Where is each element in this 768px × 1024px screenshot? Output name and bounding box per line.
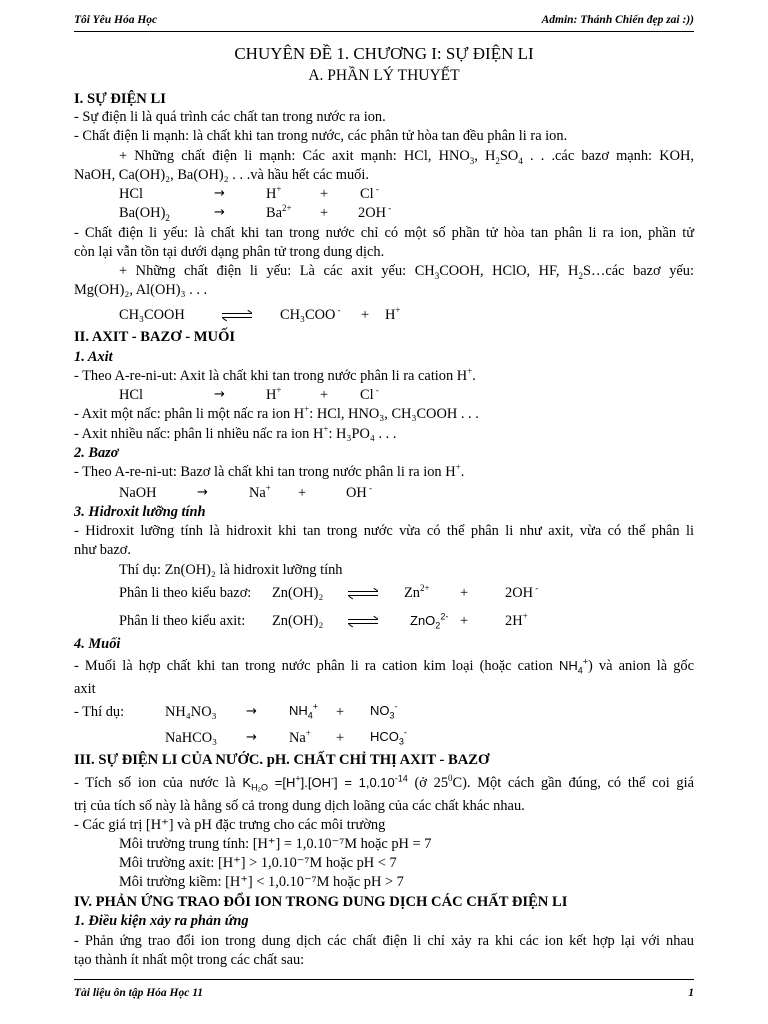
equilibrium-arrow-icon [222, 311, 256, 321]
paragraph: - Phản ứng trao đổi ion trong dung dịch các chất điện li chỉ xảy ra khi các ion kết hợp lại với nhau [74, 933, 694, 949]
subheading: 1. Điều kiện xảy ra phản ứng [74, 913, 249, 929]
equilibrium-arrow-icon [348, 589, 382, 599]
section-4-heading: IV. PHẢN ỨNG TRAO ĐỔI ION TRONG DUNG DỊCH CÁC CHẤT ĐIỆN LI [74, 894, 568, 910]
subheading: 4. Muối [74, 636, 121, 652]
paragraph: - Tích số ion của nước là $K_{H_2O} =[H^+].[OH^-] = 1,0.10^{-14}$ (ở $25^0C$). Một cách gần đúng, có thể coi giá [74, 773, 694, 793]
paragraph: - Các giá trị [H⁺] và pH đặc trưng cho các môi trường [74, 817, 386, 833]
page-footer [74, 985, 694, 1005]
document-subtitle: A. PHẦN LÝ THUYẾT [308, 67, 460, 84]
equilibrium-arrow-icon [348, 617, 382, 627]
paragraph: Môi trường axit: [H⁺] > 1,0.10⁻⁷M hoặc pH < 7 [119, 855, 397, 871]
header-left: Tôi Yêu Hóa Học [74, 14, 158, 26]
paragraph: - Theo A-re-ni-ut: Bazơ là chất khi tan trong nước phân li ra ion H+. [74, 462, 465, 480]
header-rule [74, 31, 694, 32]
paragraph: trị của tích số này là hằng số cả trong dung dịch loãng của các chất khác nhau. [74, 798, 525, 814]
paragraph: Thí dụ: Zn(OH)₂ là hidroxit lưỡng tính [119, 562, 343, 578]
paragraph: - Chất điện li mạnh: là chất khi tan trong nước, các phân tử hòa tan đều phân li ra ion. [74, 128, 568, 144]
paragraph: còn lại vẫn tồn tại dưới dạng phân tử trong dung dịch. [74, 244, 385, 260]
paragraph: - Hidroxit lưỡng tính là hidroxit khi tan trong nước vừa có thể phân li như axit, vừa có thể phân li [74, 523, 694, 539]
paragraph: axit [74, 681, 96, 697]
page-number: 1 [688, 987, 694, 999]
subheading: 2. Bazơ [74, 445, 119, 461]
paragraph: - Axit nhiều nấc: phân li nhiều nấc ra ion H+: H₃PO₄ . . . [74, 424, 397, 442]
header-right: Admin: Thánh Chiến đẹp zai :)) [541, 14, 694, 26]
paragraph: như bazơ. [74, 542, 131, 558]
footer-left: Tài liệu ôn tập Hóa Học 11 [74, 987, 204, 999]
paragraph: - Chất điện li yếu: là chất khi tan trong nước chỉ có một số phần tử hòa tan phân li ra ion, phần tử [74, 225, 694, 241]
footer-rule [74, 979, 694, 980]
paragraph: - Muối là hợp chất khi tan trong nước phân li ra cation kim loại (hoặc cation $NH_4^+$) và anion là gốc [74, 656, 694, 676]
paragraph: Môi trường kiềm: [H⁺] < 1,0.10⁻⁷M hoặc pH > 7 [119, 874, 404, 890]
paragraph: + Những chất điện li mạnh: Các axit mạnh: HCl, $HNO_3$, $H_2SO_4$ . . .các bazơ mạnh: KOH, [119, 148, 694, 166]
paragraph: - Theo A-re-ni-ut: Axit là chất khi tan trong nước phân li ra cation H+. [74, 366, 476, 384]
section-1-heading: I. SỰ ĐIỆN LI [74, 91, 166, 107]
paragraph: NaOH, Ca(OH)₂, Ba(OH)₂ . . .và hầu hết các muối. [74, 167, 369, 183]
paragraph: - Sự điện li là quá trình các chất tan trong nước ra ion. [74, 109, 386, 125]
paragraph: tạo thành ít nhất một trong các chất sau: [74, 952, 305, 968]
paragraph: Môi trường trung tính: [H⁺] = 1,0.10⁻⁷M hoặc pH = 7 [119, 836, 432, 852]
section-2-heading: II. AXIT - BAZƠ - MUỐI [74, 329, 236, 345]
document-title: CHUYÊN ĐỀ 1. CHƯƠNG I: SỰ ĐIỆN LI [234, 44, 534, 63]
paragraph: Mg(OH)₂, Al(OH)₃ . . . [74, 282, 208, 298]
paragraph: - Axit một nấc: phân li một nấc ra ion H+: HCl, HNO₃, CH₃COOH . . . [74, 404, 479, 422]
page-header [74, 12, 694, 32]
paragraph: + Những chất điện li yếu: Là các axit yếu: $CH_3COOH$, HClO, HF, $H_2S\dots các$ bazơ yếu: [119, 263, 694, 281]
subheading: 3. Hidroxit lưỡng tính [74, 504, 206, 520]
subheading: 1. Axit [74, 349, 113, 365]
water-ion-product-formula: $K_{H_2O} =[H^+].[OH^-] = 1,0.10^{-14}$ [242, 773, 408, 793]
section-3-heading: III. SỰ ĐIỆN LI CỦA NƯỚC. pH. CHẤT CHỈ THỊ AXIT - BAZƠ [74, 752, 490, 768]
